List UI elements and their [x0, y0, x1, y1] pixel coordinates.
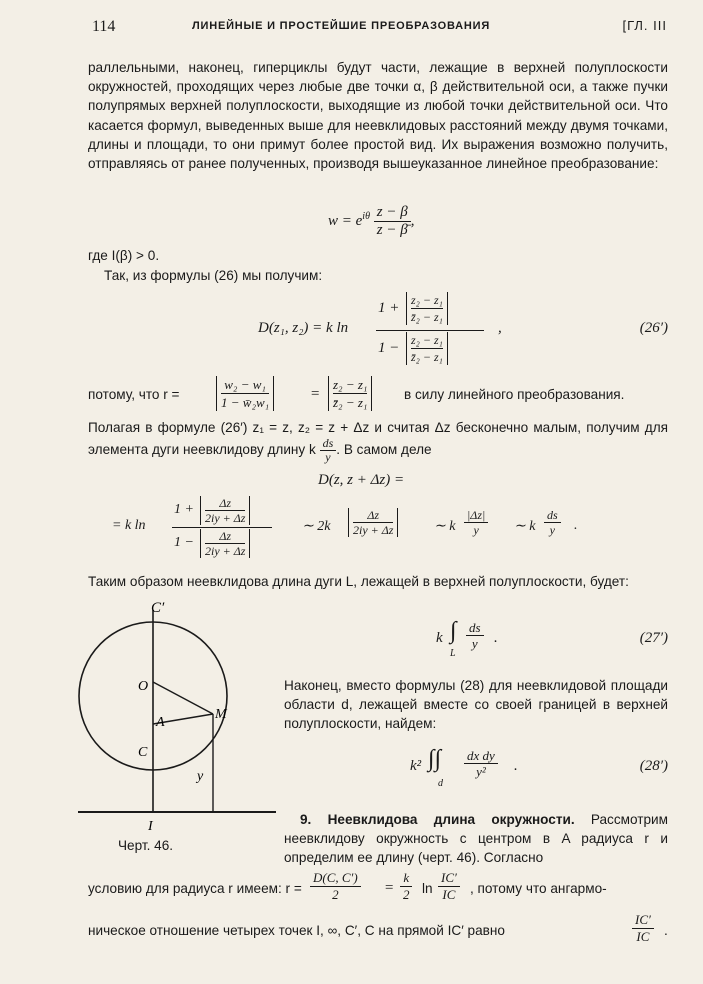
long-numerator	[172, 496, 272, 528]
page-header	[92, 18, 667, 40]
label-Cprime: C′	[151, 600, 165, 616]
long-lhs: = k ln	[112, 518, 146, 533]
eq26-den-abs-num: z₂ − z₁	[411, 333, 443, 347]
last-line-2	[88, 912, 668, 948]
section-9	[284, 810, 668, 868]
running-title: ЛИНЕЙНЫЕ И ПРОСТЕЙШИЕ ПРЕОБРАЗОВАНИЯ	[192, 20, 491, 32]
eq27-num: ds	[466, 620, 484, 636]
eq26-num-abs	[406, 292, 448, 325]
long-approx1: ∼ 2k	[302, 519, 331, 534]
last1-f2-den: 2	[403, 887, 410, 902]
eq28-k: k²	[410, 758, 422, 774]
label-M: M	[215, 707, 227, 722]
paragraph-2-frac-den: y	[325, 450, 331, 465]
eq27-k: k	[436, 630, 443, 646]
eq28-sub: d	[438, 778, 443, 789]
long-num-abs	[200, 496, 250, 525]
where-line: где I(β) > 0.	[88, 248, 160, 263]
long-mid-denom: 2iy + Δz	[353, 523, 394, 537]
long-frac-ds	[544, 508, 561, 537]
eq26-denominator	[376, 332, 484, 370]
eq27-number: (27′)	[639, 630, 668, 646]
eq26-num-pre: 1 +	[378, 300, 400, 316]
paragraph-2-text: Полагая в формуле (26′) z₁ = z, z₂ = z + Δz и считая Δz бесконечно малым, получим для элемента дуги неевклидову длину k	[88, 420, 668, 458]
long-y2: y	[549, 523, 555, 537]
paragraph-2	[88, 418, 668, 464]
eq26-den-abs-den: z̄₂ − z₁	[411, 350, 443, 364]
long-den-denom: 2iy + Δz	[205, 544, 246, 558]
last1-f2-num: k	[400, 870, 412, 887]
long-num-denom: 2iy + Δz	[205, 511, 246, 525]
long-mid-dz: Δz	[353, 508, 393, 523]
last1-frac1	[310, 870, 361, 903]
last1-f1-num: D(C, C′)	[310, 870, 361, 887]
chapter-label: [ГЛ. III	[622, 18, 667, 33]
section-text: Рассмотрим неевклидову окружность с центром в A радиуса r и определим ее длину (черт. 46). Согласно	[284, 812, 668, 866]
label-A: A	[156, 715, 165, 730]
label-C: C	[138, 745, 148, 760]
because-frac1-den: 1 − w̄₂w₁	[221, 395, 270, 410]
long-frac-absdz	[464, 508, 488, 537]
paragraph-1: раллельными, наконец, гиперциклы будут части, лежащие в верхней полуплоскости окружностей, проходящих через любые две точки α, β действительной оси, а также пучки полупрямых верхней полуплоскости, выходящие из любой точки действительной оси. Что касается формул, выведенных выше для неевклидовых расстояний между двумя точками, длины и площади, то они примут более простой вид. Их выражения возможно получить, отправляясь от ранее полученных, производя вышеуказанное линейное преобразование:	[88, 60, 668, 172]
radius-OM	[153, 682, 213, 714]
long-absdz: |Δz|	[464, 508, 488, 523]
because-frac1-num: w₂ − w₁	[221, 376, 269, 394]
long-y1: y	[473, 523, 479, 537]
eq26-numerator	[376, 292, 484, 331]
eq27-sub: L	[450, 648, 456, 659]
label-y: y	[197, 769, 204, 784]
last1-ln: ln	[422, 881, 433, 896]
paragraph-2-frac-num: ds	[320, 437, 337, 451]
paragraph-2-fraction	[320, 437, 337, 464]
last1-pre: условию для радиуса r имеем: r =	[88, 881, 302, 896]
paragraph-2-end: . В самом деле	[336, 442, 432, 458]
long-dot: .	[574, 518, 578, 533]
page-number: 114	[92, 18, 116, 35]
last1-frac2	[400, 870, 413, 903]
last2-pre: ническое отношение четырех точек I, ∞, C′, C на прямой IC′ равно	[88, 923, 505, 938]
equation-long	[112, 496, 612, 560]
eq27-den: y	[471, 636, 478, 651]
eq26-num-abs-den: z̄₂ − z₁	[411, 310, 443, 324]
eq26-den-abs	[406, 332, 448, 365]
long-one-minus: 1 −	[174, 535, 194, 550]
figure-46	[78, 600, 278, 870]
last1-f3-num: IC′	[438, 870, 460, 887]
transform-fraction	[374, 204, 411, 239]
transform-exponent: iθ	[362, 210, 370, 222]
so-line: Так, из формулы (26) мы получим:	[104, 268, 323, 283]
last1-f3-den: IC	[442, 887, 456, 902]
last2-f-den: IC	[636, 929, 650, 944]
long-ds: ds	[544, 508, 561, 523]
equation-27-prime: k ∫ L $\frac{ds}{y}$ . (27′)	[436, 618, 668, 659]
because-frac1	[216, 376, 274, 411]
eq28-integral: ∫∫	[428, 746, 442, 772]
section-title: 9. Неевклидова длина окружности.	[300, 812, 575, 827]
eq28-number: (28′)	[639, 758, 668, 774]
eq26-den-pre: 1 −	[378, 340, 400, 356]
long-den-dz: Δz	[205, 529, 245, 544]
eq28-fraction	[464, 748, 498, 779]
paragraph-4: Наконец, вместо формулы (28) для неевклидовой площади области d, лежащей вместе со своей границей в верхней полуплоскости, найдем:	[284, 678, 668, 732]
eq27-integral: ∫	[450, 618, 457, 644]
because-post: в силу линейного преобразования.	[404, 387, 625, 402]
last1-frac3	[438, 870, 460, 903]
figure-caption: Черт. 46.	[118, 838, 174, 853]
long-num-dz: Δz	[205, 496, 245, 511]
transform-den: z − β̄	[376, 222, 408, 238]
long-den-abs	[200, 529, 250, 558]
long-mid-abs	[348, 508, 398, 537]
because-pre: потому, что r =	[88, 387, 180, 402]
because-frac2	[328, 376, 372, 411]
transform-num: z − β	[374, 204, 411, 222]
eq-D-line: D(z, z + Δz) =	[318, 472, 405, 488]
paragraph-3-text: Таким образом неевклидова длина дуги L, лежащей в верхней полуплоскости, будет:	[88, 574, 629, 589]
eq26-num-abs-num: z₂ − z₁	[411, 293, 443, 307]
long-one-plus: 1 +	[174, 502, 194, 517]
label-O: O	[138, 679, 149, 694]
last2-post: .	[664, 923, 668, 938]
eq27-fraction	[466, 620, 484, 651]
because-frac2-den: z̄₂ − z₁	[333, 395, 368, 410]
because-line	[88, 376, 668, 416]
paragraph-3	[88, 572, 668, 591]
last-line-1	[88, 870, 668, 906]
last2-f-num: IC′	[632, 912, 654, 929]
equation-26-prime: D(z₁, z₂) = k ln 1 + $\frac{\text{z₂ − z₁}}{\text{z̄₂ − z₁}}$ 1 − $\frac{\text{z₂ − z₁}}{\text{z̄₂ − z₁}}$ , (26′)	[258, 292, 668, 370]
transform-lhs: w = e	[328, 212, 363, 229]
equation-transform: $w = e^{i\theta}$ $\frac{z - \beta}{z - \betā}$ ,	[328, 204, 415, 238]
long-denominator	[172, 529, 272, 560]
last1-eq: =	[384, 880, 395, 896]
eq26-number: (26′)	[639, 320, 668, 336]
because-frac2-num: z₂ − z₁	[333, 377, 368, 392]
eq28-den: y²	[476, 764, 486, 779]
because-eq: =	[310, 386, 321, 402]
last2-frac	[632, 912, 654, 945]
label-I: I	[148, 819, 153, 834]
eq26-lhs: D(z₁, z₂) = k ln	[258, 320, 349, 336]
last1-f1-den: 2	[332, 887, 339, 902]
eq28-num: dx dy	[464, 748, 498, 764]
last1-post: , потому что ангармо-	[470, 881, 607, 896]
long-approx2: ∼ k	[434, 519, 456, 534]
equation-28-prime: k² ∫∫ d $\frac{\text{dx dy}}{\text{y²}}$ . (28′)	[410, 746, 668, 789]
long-approx3: ∼ k	[514, 519, 536, 534]
